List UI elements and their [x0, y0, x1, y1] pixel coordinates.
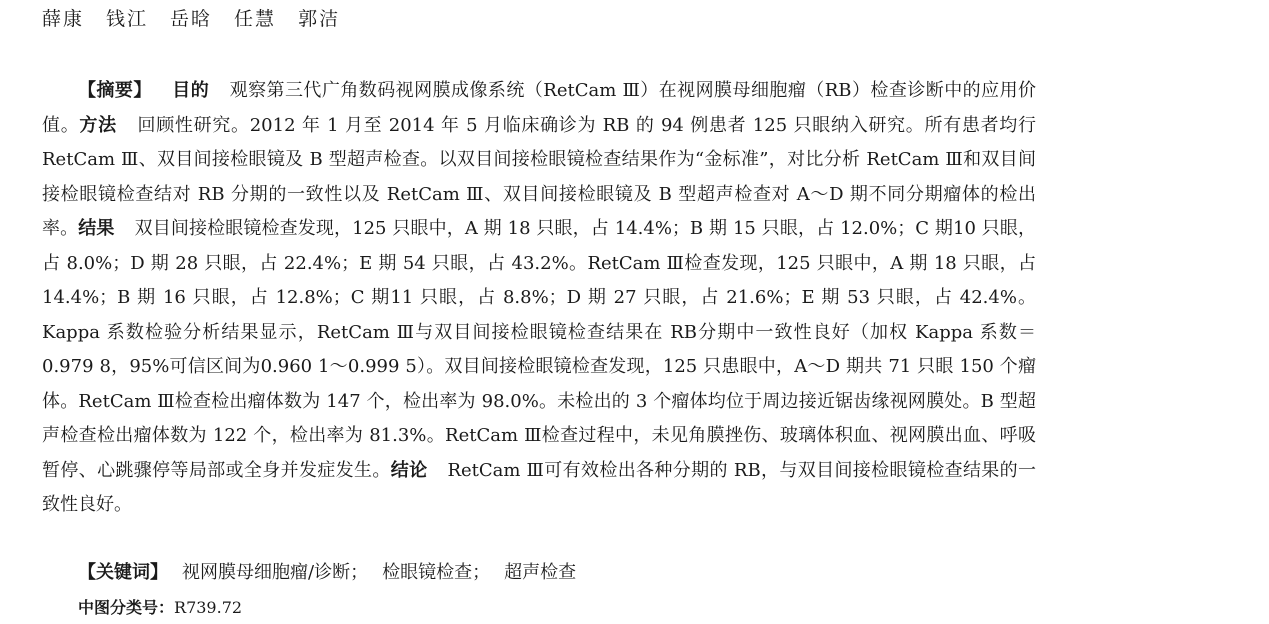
keywords-label: 【关键词】: [78, 562, 168, 583]
methods-text: 回顾性研究。2012 年 1 月至 2014 年 5 月临床确诊为 RB 的 94 例患者 125 只眼纳入研究。所有患者均行 RetCam Ⅲ、双目间接检眼镜及 B 型超声检查。以双目间接检眼镜检查结果作为“金标准”，对比分析 RetCam Ⅲ和双目间接检眼镜检查结对 RB 分期的一致性以及 RetCam Ⅲ、双目间接检眼镜及 B 型超声检查对 A～D 期不同分期瘤体的检出率。: [42, 114, 1036, 239]
objective-text: 观察第三代广角数码视网膜成像系统（RetCam Ⅲ）在视网膜母细胞瘤（RB）检查诊断中的应用价值。: [42, 80, 1037, 136]
conclusion-text: RetCam Ⅲ可有效检出各种分期的 RB，与双目间接检眼镜检查结果的一致性良好。: [42, 459, 1037, 515]
methods-label: 方法: [79, 114, 117, 136]
abstract-section: [42, 74, 1036, 523]
keyword-item: 超声检查: [504, 562, 577, 583]
classification-line: [78, 595, 242, 618]
abstract-paragraph: [42, 74, 1036, 523]
keyword-item: 视网膜母细胞瘤/诊断；: [182, 562, 369, 583]
author-name: 郭洁: [298, 8, 341, 30]
classification-label: 中图分类号：: [78, 598, 175, 617]
conclusion-label: 结论: [390, 459, 428, 481]
author-list: [42, 4, 362, 31]
objective-label: 目的: [171, 80, 210, 101]
keywords-line: [78, 558, 576, 584]
author-name: 岳晗: [170, 8, 213, 30]
author-name: 任慧: [234, 8, 277, 30]
results-text: 双目间接检眼镜检查发现，125 只眼中，A 期 18 只眼，占 14.4%；B 期 15 只眼，占 12.0%；C 期10 只眼，占 8.0%；D 期 28 只眼，占 22.4%；E 期 54 只眼，占 43.2%。RetCam Ⅲ检查发现，125 只眼中，A 期 18 只眼，占 14.4%；B 期 16 只眼，占 12.8%；C 期11 只眼，占 8.8%；D 期 27 只眼，占 21.6%；E 期 53 只眼，占 42.4%。Kappa 系数检验分析结果显示，RetCam Ⅲ与双目间接检眼镜检查结果在 RB分期中一致性良好（加权 Kappa 系数＝0.979 8，95%可信区间为0.960 1～0.999 5）。双目间接检眼镜检查发现，125 只患眼中，A～D 期共 71 只眼 150 个瘤体。RetCam Ⅲ检查检出瘤体数为 147 个，检出率为 98.0%。未检出的 3 个瘤体均位于周边接近锯齿缘视网膜处。B 型超声检查检出瘤体数为 122 个，检出率为 81.3%。RetCam Ⅲ检查过程中，未见角膜挫伤、玻璃体积血、视网膜出血、呼吸暂停、心跳骤停等局部或全身并发症发生。: [42, 218, 1036, 481]
author-name: 薛康: [42, 8, 85, 30]
abstract-label: 【摘要】: [78, 80, 152, 101]
results-label: 结果: [78, 218, 115, 239]
keyword-item: 检眼镜检查；: [382, 562, 491, 583]
classification-code: R739.72: [174, 598, 243, 617]
author-name: 钱江: [106, 8, 149, 30]
